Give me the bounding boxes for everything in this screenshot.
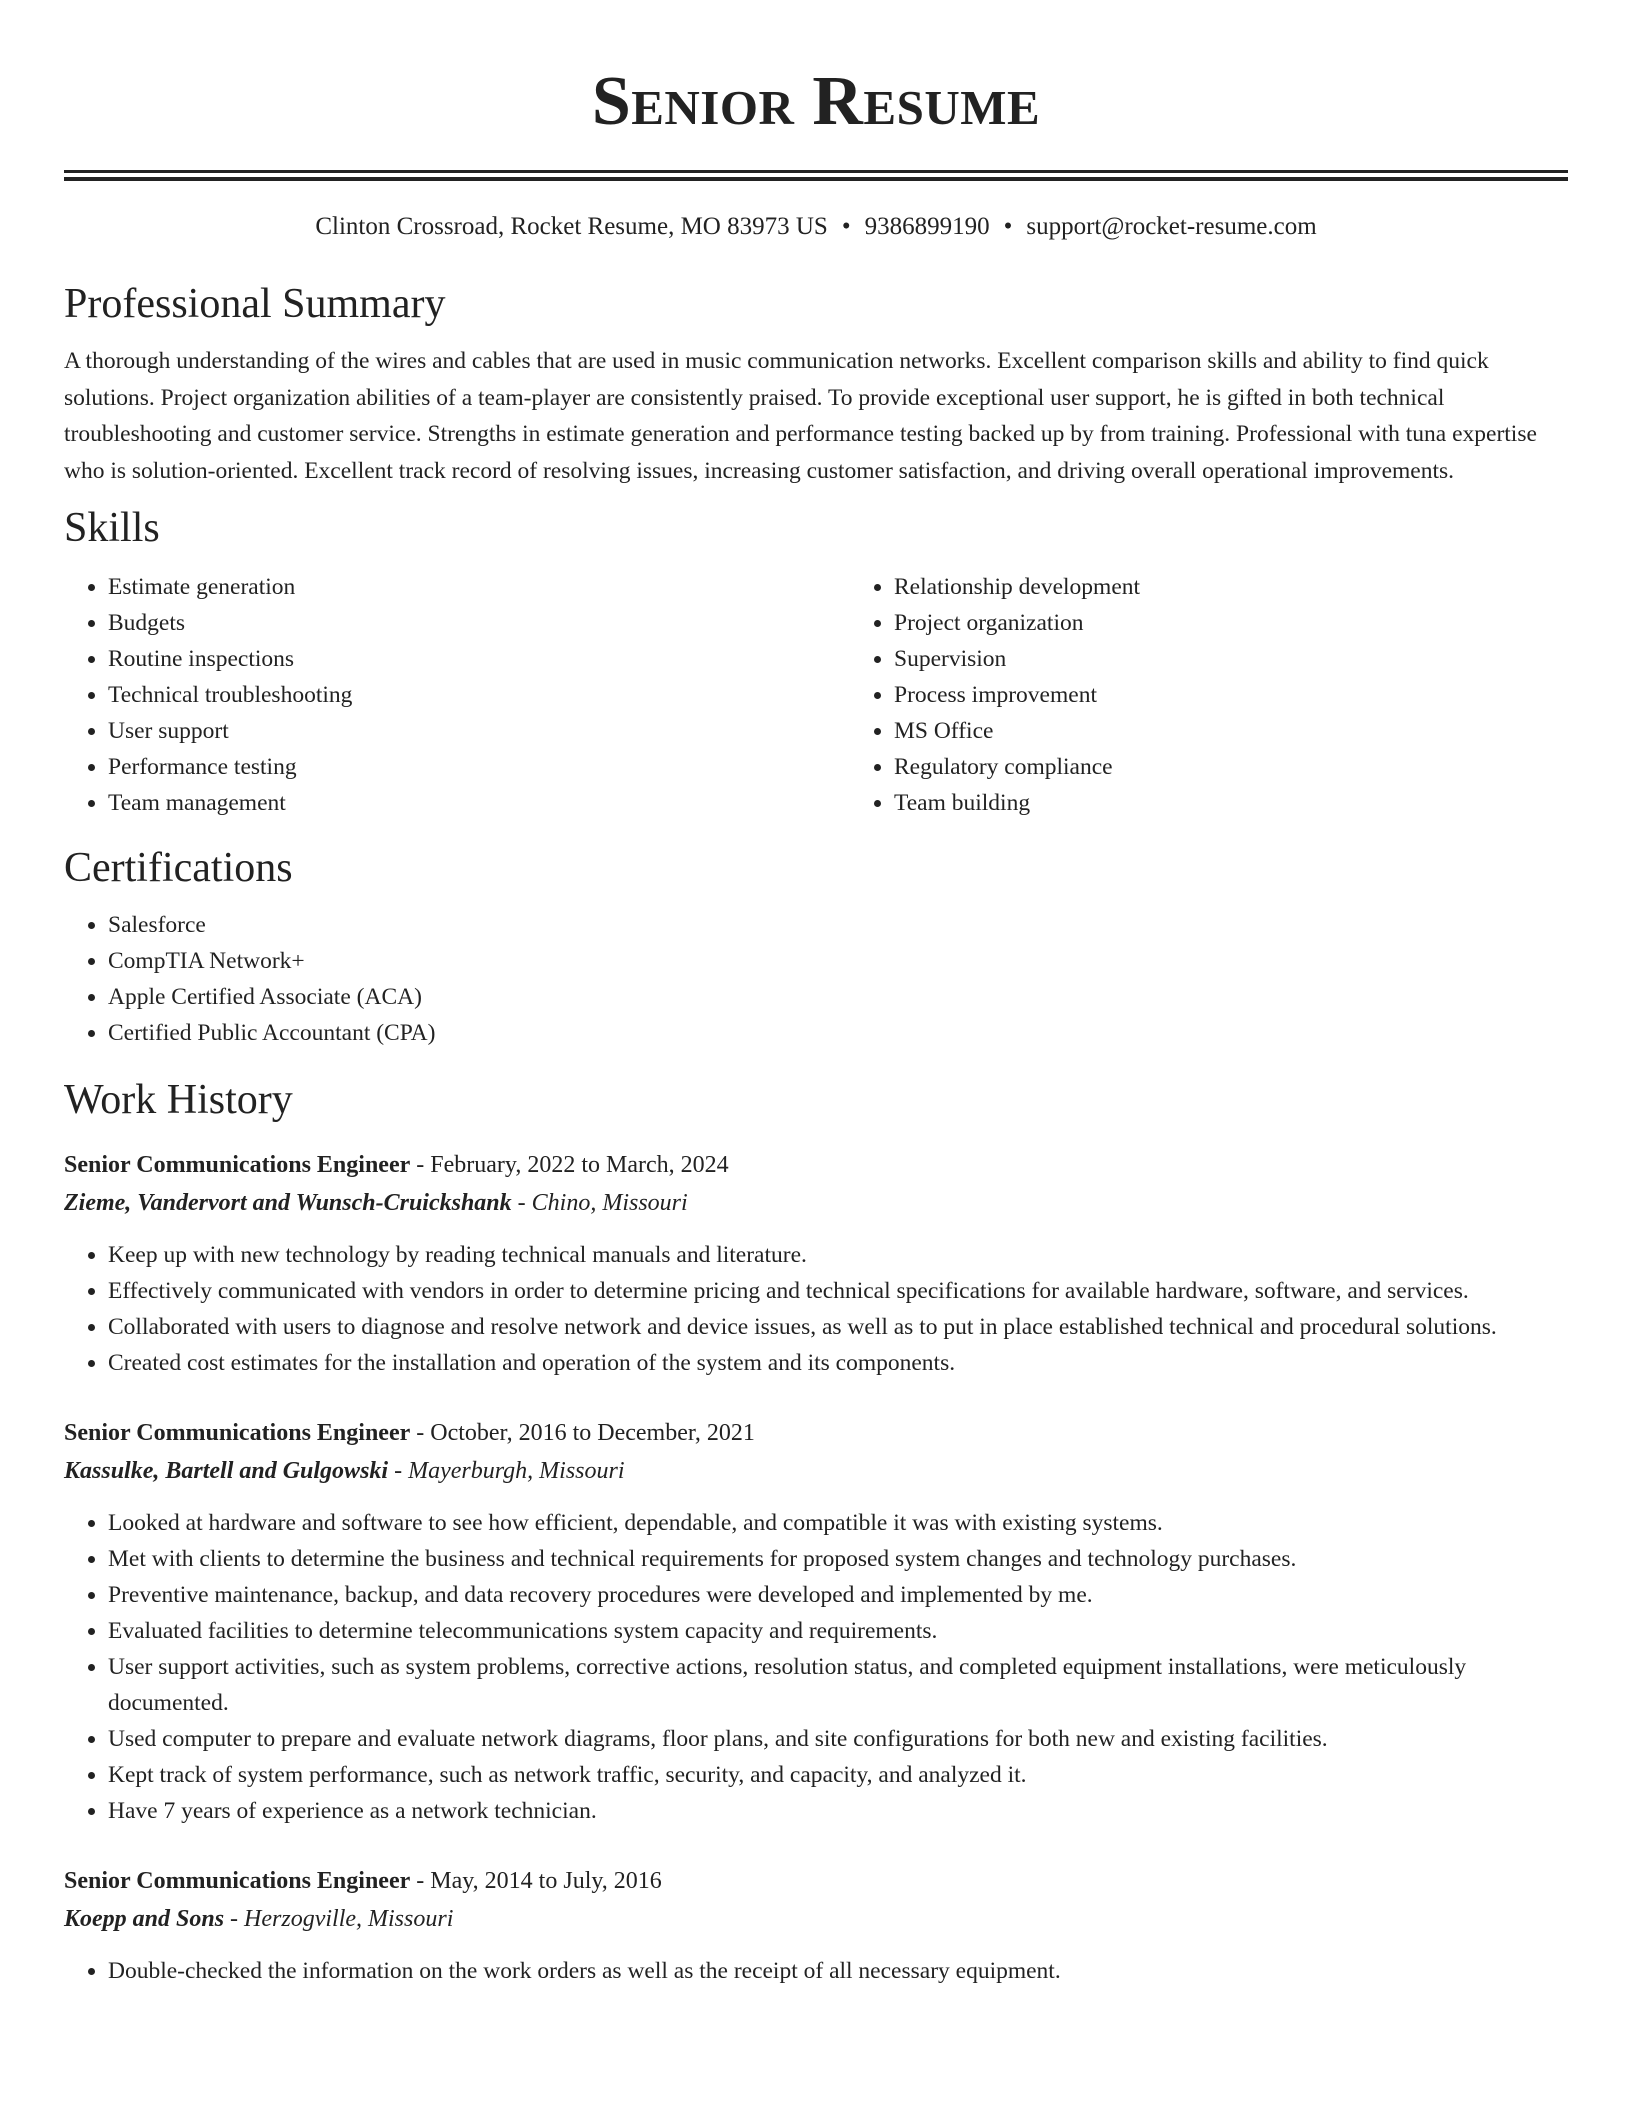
- certifications-heading: Certifications: [64, 845, 293, 891]
- job-bullet: • Preventive maintenance, backup, and data recovery procedures were developed and implemented by me.: [108, 1577, 1568, 1613]
- contact-separator: •: [841, 213, 851, 240]
- job-company-line: [64, 1451, 1568, 1491]
- job-entry: [64, 1147, 1568, 1381]
- skill-item: • Team management: [108, 785, 850, 821]
- job-title: Senior Communications Engineer: [64, 1420, 411, 1446]
- skill-item: • Estimate generation: [108, 569, 850, 605]
- job-bullet: • User support activities, such as system problems, corrective actions, resolution status, and completed equipment installations, were meticulously documented.: [108, 1649, 1568, 1721]
- job-company: Zieme, Vandervort and Wunsch-Cruickshank: [64, 1190, 512, 1216]
- job-location: Chino, Missouri: [531, 1190, 688, 1216]
- skill-item: • Regulatory compliance: [894, 749, 1140, 785]
- job-location: Herzogville, Missouri: [244, 1906, 454, 1932]
- work-history-heading: Work History: [64, 1077, 293, 1123]
- contact-separator: •: [1003, 213, 1013, 240]
- job-dash: -: [416, 1868, 425, 1894]
- job-location: Mayerburgh, Missouri: [408, 1458, 625, 1484]
- job-bullet: • Kept track of system performance, such as network traffic, security, and capacity, and analyzed it.: [108, 1757, 1568, 1793]
- job-dates: May, 2014 to July, 2016: [430, 1868, 662, 1894]
- skill-item: • Team building: [894, 785, 1140, 821]
- job-bullet: • Effectively communicated with vendors in order to determine pricing and technical specifications for available hardware, software, and services.: [108, 1273, 1568, 1309]
- job-title-line: [64, 1415, 1568, 1451]
- job-title: Senior Communications Engineer: [64, 1868, 411, 1894]
- skill-item: • Process improvement: [894, 677, 1140, 713]
- skills-column-right: [850, 569, 1140, 821]
- job-bullet: • Met with clients to determine the business and technical requirements for proposed system changes and technology purchases.: [108, 1541, 1568, 1577]
- job-company-line: [64, 1183, 1568, 1223]
- skill-item: • Project organization: [894, 605, 1140, 641]
- skill-item: • Performance testing: [108, 749, 850, 785]
- job-company: Kassulke, Bartell and Gulgowski: [64, 1458, 389, 1484]
- job-bullets: [64, 1953, 1568, 1989]
- job-dash: -: [230, 1906, 239, 1932]
- summary-text: A thorough understanding of the wires and cables that are used in music communication networks. Excellent comparison skills and ability to find quick solutions. Project organization abilities of a team-player are consistently praised. To provide exceptional user support, he is gifted in both technical troubleshooting and customer service. Strengths in estimate generation and performance testing backed up by from training. Professional with tuna expertise who is solution-oriented. Excellent track record of resolving issues, increasing customer satisfaction, and driving overall operational improvements.: [64, 348, 1537, 484]
- job-bullet: • Used computer to prepare and evaluate network diagrams, floor plans, and site configurations for both new and existing facilities.: [108, 1721, 1568, 1757]
- job-bullet: • Double-checked the information on the work orders as well as the receipt of all necessary equipment.: [108, 1953, 1568, 1989]
- certification-item: • Certified Public Accountant (CPA): [108, 1015, 1568, 1051]
- job-dash: -: [416, 1152, 425, 1178]
- certification-item: • Salesforce: [108, 907, 1568, 943]
- skills-list: [64, 569, 1568, 821]
- skill-item: • Supervision: [894, 641, 1140, 677]
- job-bullet: • Keep up with new technology by reading technical manuals and literature.: [108, 1237, 1568, 1273]
- job-dash: -: [394, 1458, 403, 1484]
- skills-column-left: [64, 569, 850, 821]
- skill-item: • User support: [108, 713, 850, 749]
- job-entry: [64, 1415, 1568, 1829]
- job-title: Senior Communications Engineer: [64, 1152, 411, 1178]
- skill-item: • Routine inspections: [108, 641, 850, 677]
- job-title-line: [64, 1863, 1568, 1899]
- job-company-line: [64, 1899, 1568, 1939]
- job-bullet: • Collaborated with users to diagnose and resolve network and device issues, as well as to put in place established technical and procedural solutions.: [108, 1309, 1568, 1345]
- job-entry: [64, 1863, 1568, 1989]
- skill-item: • Relationship development: [894, 569, 1140, 605]
- certification-item: • Apple Certified Associate (ACA): [108, 979, 1568, 1015]
- job-dash: -: [416, 1420, 425, 1446]
- contact-line: [64, 211, 1568, 243]
- contact-email: support@rocket-resume.com: [1026, 213, 1317, 240]
- job-dash: -: [517, 1190, 526, 1216]
- job-dates: February, 2022 to March, 2024: [430, 1152, 729, 1178]
- job-title-line: [64, 1147, 1568, 1183]
- job-bullets: [64, 1237, 1568, 1381]
- contact-address: Clinton Crossroad, Rocket Resume, MO 83973 US: [315, 213, 828, 240]
- skill-item: • MS Office: [894, 713, 1140, 749]
- skill-item: • Technical troubleshooting: [108, 677, 850, 713]
- skills-heading: Skills: [64, 505, 160, 551]
- job-dates: October, 2016 to December, 2021: [430, 1420, 755, 1446]
- contact-phone: 9386899190: [864, 213, 990, 240]
- job-bullet: • Created cost estimates for the installation and operation of the system and its components.: [108, 1345, 1568, 1381]
- job-company: Koepp and Sons: [64, 1906, 225, 1932]
- summary-heading: Professional Summary: [64, 281, 446, 327]
- certifications-list: [64, 907, 1568, 1051]
- job-bullets: [64, 1505, 1568, 1829]
- resume-name: Senior Resume: [591, 63, 1041, 140]
- certification-item: • CompTIA Network+: [108, 943, 1568, 979]
- header-divider: [64, 170, 1568, 173]
- job-bullet: • Looked at hardware and software to see how efficient, dependable, and compatible it was with existing systems.: [108, 1505, 1568, 1541]
- job-bullet: • Have 7 years of experience as a network technician.: [108, 1793, 1568, 1829]
- job-bullet: • Evaluated facilities to determine telecommunications system capacity and requirements.: [108, 1613, 1568, 1649]
- skill-item: • Budgets: [108, 605, 850, 641]
